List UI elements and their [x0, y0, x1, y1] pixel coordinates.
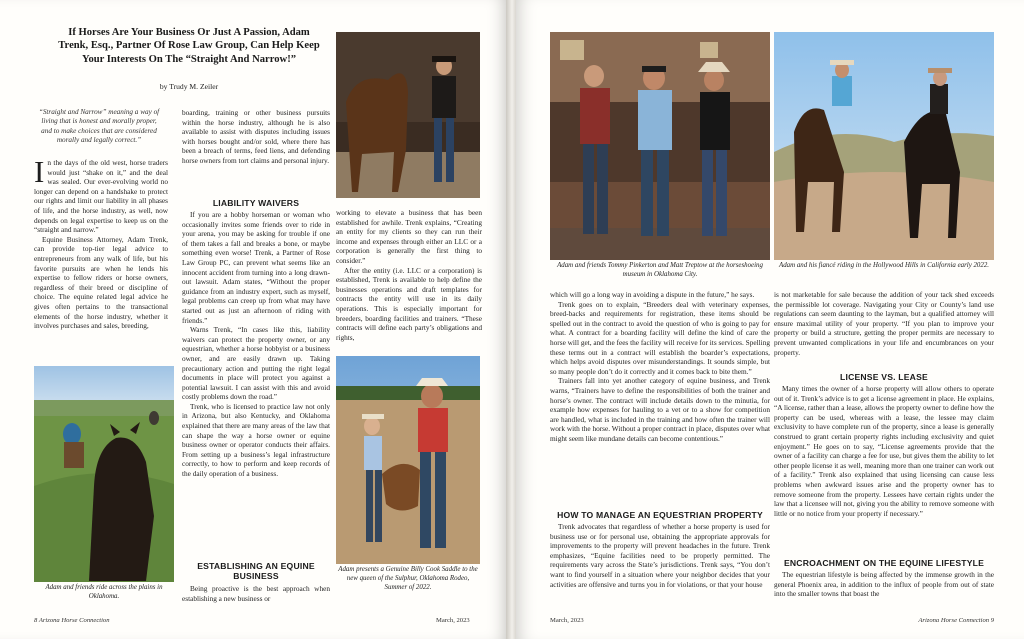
left-column-1 — [34, 158, 168, 364]
photo-ride-plains-image — [34, 366, 174, 582]
drop-cap: I — [34, 158, 45, 189]
paragraph: Trainers fall into yet another category of equine business, and Trenk warns, “Trainers have to define the responsibilities of both the trainer and horse’s owner. The contract will include details down to the minutia, for example how expenses for hauling to a vet or to a show for competition are handled, what is included in the training and how often the trainer will work with the horse. Without a proper contract in place, disputes over what might seem like mundane details can become contentious.” — [550, 376, 770, 443]
left-column-2 — [182, 210, 330, 558]
heading-encroachment: ENCROACHMENT ON THE EQUINE LIFESTYLE — [783, 558, 985, 568]
paragraph: Trenk goes on to explain, “Breeders deal with veterinary expenses, breed-backs and requirements for registration, these items should be spelled out in the contract to avoid the question of who is going to pay for what. A contract for a boarding facility will define the kind of care the horse will get, and the fees the facility will receive for its services. Spelling these terms out in a contract will establish the boarder’s expectations, which helps avoid disputes over misunderstandings. It sounds simple, but so many people don’t do it correctly and it comes back to bite them.” — [550, 299, 770, 376]
heading-license-vs-lease: LICENSE VS. LEASE — [840, 372, 928, 382]
photo-rodeo-saddle-image — [336, 356, 480, 564]
right-column-2 — [774, 384, 994, 554]
paragraph: Many times the owner of a horse property will allow others to operate out of it. Trenk’s advice is to get a license agreement in place. He explains, “A license, rather than a lease, allows the property owner to define how the property can be used, whereas with a lease, the lessee may claim exclusivity to have complete run of the property, since a lease is generally construed to grant certain property rights including exclusivity and quiet enjoyment.” He goes on to say, “License agreements provide that the owner of a facility can charge a fee for use, but gives them the ability to let other people license it as well, meaning more than one trainer can work out of a facility.” Trenk also explained that using licensing can cause less problems when awkward issues arise and the property owner has to remove someone from the property. Lessees have certain rights under the law that a licensee will not, giving you the ability to remove someone with little or no notice from your property if necessary.” — [774, 384, 994, 518]
paragraph: Equine Business Attorney, Adam Trenk, can provide top-tier legal advice to entrepreneurs from any walk of life, but his favorite pursuits are when he lends his expertise to fellow riders or horse owners, regardless of their breed or discipline of choice. The equine related legal advice he gives often pertains to the transactional elements of the horse industry, whether it involves purchases and sales, breeding, — [34, 234, 168, 331]
heading-establishing: ESTABLISHING AN EQUINE BUSINESS — [197, 561, 315, 581]
paragraph: If you are a hobby horseman or woman who occasionally invites some friends over to ride in your arena, you may be asking for trouble if one of them takes a fall and breaks a bone, or maybe something even worse! Trenk, a Partner of Rose Law Group PC, can prevent what seems like an innocent accident from turning into a long drawn-out lawsuit. Adam states, “Without the proper guidance from an industry expert, such as myself, legal problems can creep up from what may have started out as just an afternoon of riding with friends.” — [182, 210, 330, 325]
caption-friends: Adam and friends Tommy Pinkerton and Matt Treptow at the horseshoeing museum in Oklahoma City. — [557, 262, 763, 278]
photo-ride-plains — [34, 366, 174, 582]
photo-friends-museum — [550, 32, 770, 260]
left-page — [0, 0, 508, 639]
heading-manage-property: HOW TO MANAGE AN EQUESTRIAN PROPERTY — [557, 510, 763, 520]
footer-left: 8 Arizona Horse Connection — [34, 617, 110, 624]
caption-ride: Adam and friends ride across the plains in Oklahoma. — [45, 584, 163, 600]
photo-friends-museum-image — [550, 32, 770, 260]
left-column-2-top: boarding, training or other business pursuits within the horse industry, although he is also available to assist with disputes including issues with horses bought and/or sold, where there has been a breach of terms, feed liens, and defending horse owners from tort claims and personal injury. — [182, 108, 330, 165]
photo-hollywood-hills — [774, 32, 994, 260]
paragraph: which will go a long way in avoiding a dispute in the future,” he says. — [550, 290, 755, 299]
right-column-2-top — [774, 290, 994, 366]
right-page — [516, 0, 1024, 639]
photo-rodeo-saddle — [336, 356, 480, 564]
paragraph: is not marketable for sale because the addition of your tack shed exceeds the permissible lot coverage. Navigating your City or County’s land use regulations can seem daunting to the layman, but a qualified attorney will ensure maximal utility of your property. “If you plan to improve your property or build a structure, getting the proper permits are necessary to prevent unwanted complications in your life and encumbrances on your property. — [774, 290, 994, 357]
left-column-2-end — [182, 584, 330, 606]
footer-date-right: March, 2023 — [550, 617, 584, 624]
footer-date-left: March, 2023 — [436, 617, 470, 624]
paragraph: Being proactive is the best approach when establishing a new business or — [182, 584, 330, 603]
photo-hollywood-hills-image — [774, 32, 994, 260]
photo-cowboy-horse — [336, 32, 480, 198]
paragraph: Trenk advocates that regardless of whether a horse property is used for business use or for personal use, obtaining the appropriate approvals for improvements to the property will prevent headaches in the future. Trenk emphasizes, “Equine facilities need to be properly permitted. The requirements vary across the State’s jurisdictions. Trenk says, “You don’t want to find yourself in a situation where your neighbor decides that your activities are offensive and turns you in for violations, or that your house — [550, 522, 770, 589]
byline: by Trudy M. Zeiler — [159, 82, 219, 91]
paragraph: The equestrian lifestyle is being affected by the immense growth in the general Phoenix area, in addition to the influx of people from out of state into the smaller towns that boast the — [774, 570, 994, 599]
article-title: If Horses Are Your Business Or Just A Passion, Adam Trenk, Esq., Partner Of Rose Law Group, Can Help Keep Your Interests On The “Straight And Narrow!” — [58, 27, 320, 65]
heading-liability-waivers: LIABILITY WAIVERS — [212, 198, 300, 208]
left-column-3 — [336, 208, 482, 352]
paragraph: Trenk, who is licensed to practice law not only in Arizona, but also Kentucky, and Oklahoma explained that there are many areas of the law that can shape the way a horse owner or equine business owner or operator conducts their affairs. From setting up a business’s legal infrastructure correctly, to how to perform and keep records of the daily operation of a business. — [182, 401, 330, 479]
paragraph: Warns Trenk, “In cases like this, liability waivers can protect the property owner, or any equestrian, whether a horse hobbyist or a business owner, and are easily drawn up. Taking precautionary action and putting the right legal documents in place will protect you against a potential lawsuit. I can assist with this and avoid costly problems down the road.” — [182, 325, 330, 402]
paragraph: working to elevate a business that has been established for awhile. Trenk explains, “Creating an entity for my clients so they can run their income and expenses through either an LLC or a corporation is generally the first thing to consider.” — [336, 208, 482, 265]
caption-rodeo: Adam presents a Genuine Billy Cook Saddle to the new queen of the Sulphur, Oklahoma Rodeo, Summer of 2022. — [338, 566, 478, 591]
pull-quote: “Straight and Narrow” meaning a way of living that is honest and morally proper, and to make choices that are considered morally and legally correct.” — [38, 108, 160, 145]
intro-paragraph: n the days of the old west, horse traders would just “shake on it,” and the deal was sealed. Our ever-evolving world no longer can depend on a handshake to protect our rights and limit our liability in all phases of life, and the horse industry, as well, now depends on legal expertise to keep us on the “straight and narrow.” — [34, 158, 168, 235]
paragraph: After the entity (i.e. LLC or a corporation) is established, Trenk is available to help define the businesses operations and draft templates for contracts the entity will use in its daily operations. This is especially important for breeders, boarding facilities and trainers. “These contracts will define each party’s obligations and rights, — [336, 265, 482, 342]
caption-fiance: Adam and his fiancé riding in the Hollywood Hills in California early 2022. — [779, 262, 989, 269]
right-column-2-end — [774, 570, 994, 606]
right-column-1 — [550, 290, 770, 508]
right-column-1-end — [550, 522, 770, 606]
photo-cowboy-horse-image — [336, 32, 480, 198]
footer-right: Arizona Horse Connection 9 — [918, 617, 994, 624]
